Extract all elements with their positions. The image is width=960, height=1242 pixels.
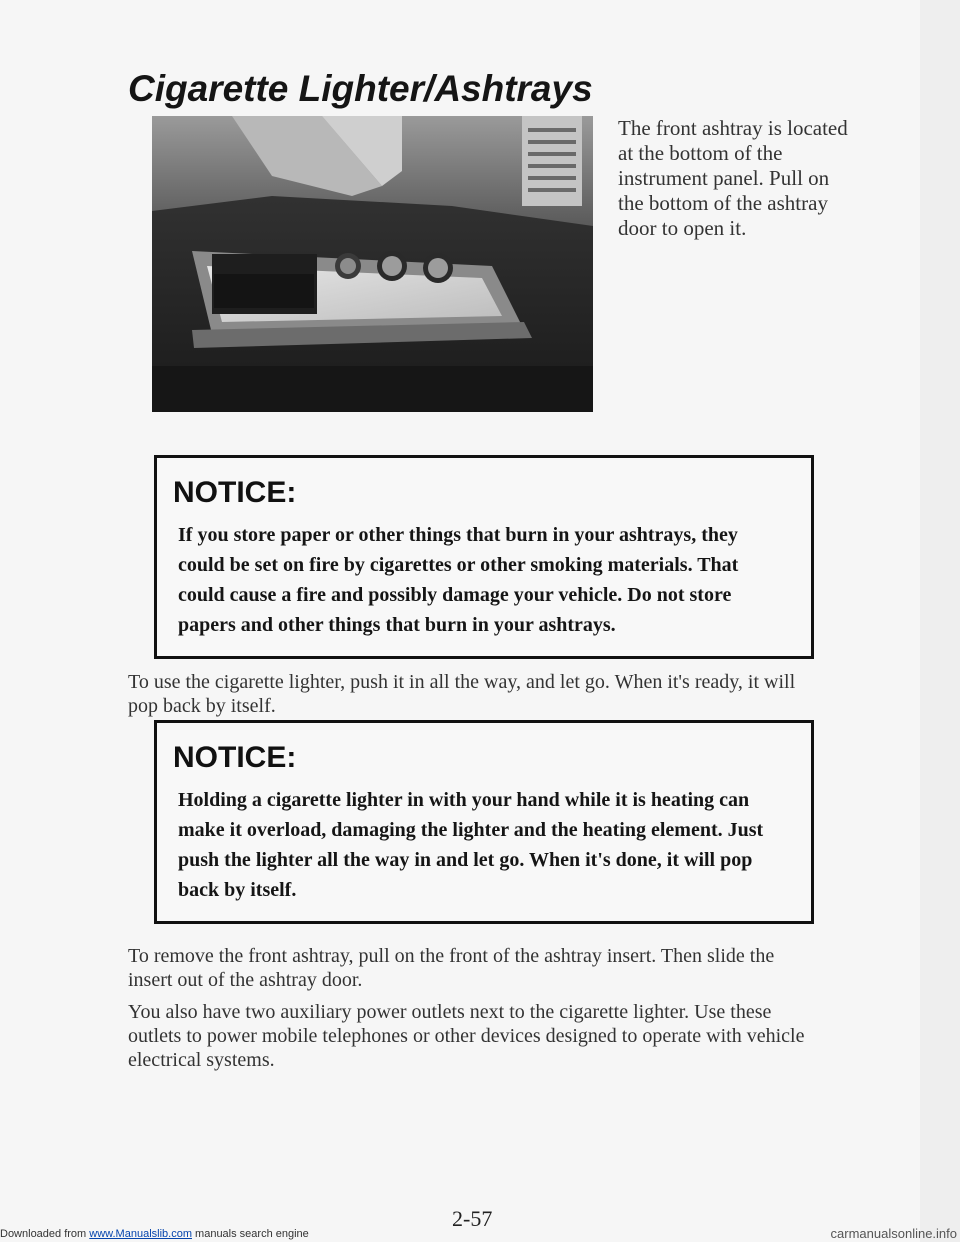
carmanuals-watermark: carmanualsonline.info xyxy=(830,1226,957,1241)
notice-box-lighter-overload xyxy=(154,720,814,924)
page-margin-strip xyxy=(920,0,960,1242)
watermark-prefix: Downloaded from xyxy=(0,1228,90,1240)
page-number: 2-57 xyxy=(452,1206,493,1231)
page-title: Cigarette Lighter/Ashtrays xyxy=(128,68,593,109)
remove-ashtray-paragraph: To remove the front ashtray, pull on the front of the ashtray insert. Then slide the insert out of the ashtray door. xyxy=(128,945,775,991)
power-outlets-paragraph: You also have two auxiliary power outlets next to the cigarette lighter. Use these outlets to power mobile telephones or other devices designed to operate with vehicle electrical systems. xyxy=(128,1001,805,1071)
notice-heading: NOTICE: xyxy=(173,476,297,509)
watermark-suffix: manuals search engine xyxy=(191,1228,309,1240)
notice-body: If you store paper or other things that burn in your ashtrays, they could be set on fire by cigarettes or other smoking materials. That could cause a fire and possibly damage your vehicle. Do not store papers and other things that burn in your ashtrays. xyxy=(178,524,739,636)
notice-body: Holding a cigarette lighter in with your hand while it is heating can make it overload, damaging the lighter and the heating element. Just push the lighter all the way in and let go. When it's done, it will pop back by itself. xyxy=(178,789,764,901)
ashtray-photo xyxy=(152,116,593,412)
manualslib-link[interactable]: www.Manualslib.com xyxy=(89,1228,192,1240)
ashtray-location-text: The front ashtray is located at the bottom of the instrument panel. Pull on the bottom of the ashtray door to open it. xyxy=(618,116,848,240)
notice-box-ashtray-fire xyxy=(154,455,814,659)
download-watermark xyxy=(0,1228,309,1240)
lighter-usage-paragraph: To use the cigarette lighter, push it in all the way, and let go. When it's ready, it will pop back by itself. xyxy=(128,671,796,717)
notice-heading: NOTICE: xyxy=(173,741,297,774)
ashtray-photo-illustration xyxy=(152,116,593,412)
